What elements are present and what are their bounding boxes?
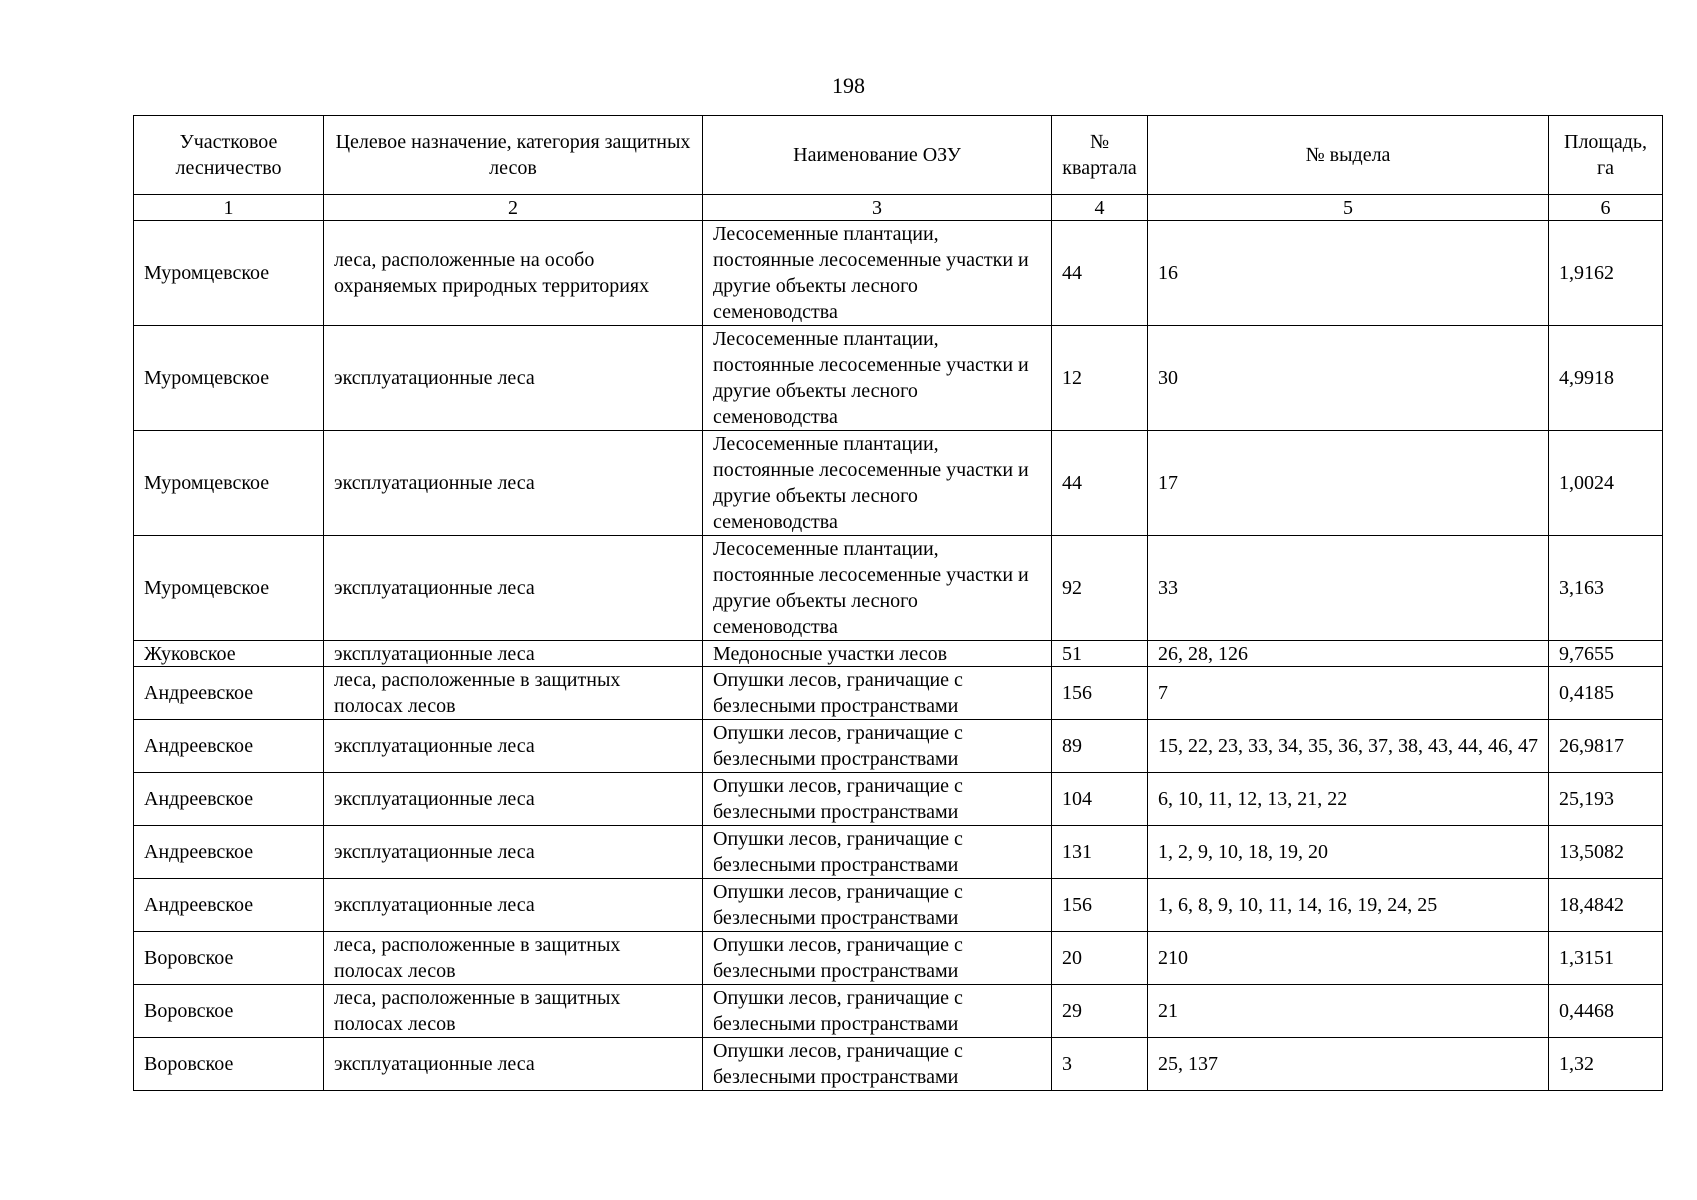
cell-quarter: 89 [1052,720,1148,773]
cell-forestry: Жуковское [134,641,324,667]
cell-quarter: 44 [1052,431,1148,536]
cell-area: 4,9918 [1549,326,1663,431]
cell-ozu-name: Опушки лесов, граничащие с безлесными пространствами [703,985,1052,1038]
cell-quarter: 51 [1052,641,1148,667]
table-row [134,773,1663,826]
cell-purpose: леса, расположенные в защитных полосах лесов [324,667,703,720]
cell-allotment: 33 [1148,536,1549,641]
cell-forestry: Воровское [134,1038,324,1091]
cell-area: 0,4185 [1549,667,1663,720]
cell-area: 3,163 [1549,536,1663,641]
table-body [134,195,1663,1091]
cell-quarter: 156 [1052,667,1148,720]
column-number: 4 [1052,195,1148,221]
cell-allotment: 1, 6, 8, 9, 10, 11, 14, 16, 19, 24, 25 [1148,879,1549,932]
header-quarter: № квартала [1052,116,1148,195]
cell-purpose: эксплуатационные леса [324,773,703,826]
column-number: 3 [703,195,1052,221]
cell-purpose: эксплуатационные леса [324,326,703,431]
cell-quarter: 20 [1052,932,1148,985]
table-row [134,1038,1663,1091]
cell-allotment: 15, 22, 23, 33, 34, 35, 36, 37, 38, 43, 44, 46, 47 [1148,720,1549,773]
cell-ozu-name: Лесосеменные плантации, постоянные лесосеменные участки и другие объекты лесного семеноводства [703,431,1052,536]
table-row [134,720,1663,773]
header-allotment: № выдела [1148,116,1549,195]
cell-allotment: 6, 10, 11, 12, 13, 21, 22 [1148,773,1549,826]
cell-forestry: Муромцевское [134,536,324,641]
cell-area: 18,4842 [1549,879,1663,932]
table-row [134,985,1663,1038]
cell-area: 9,7655 [1549,641,1663,667]
cell-allotment: 7 [1148,667,1549,720]
table-row [134,641,1663,667]
cell-ozu-name: Опушки лесов, граничащие с безлесными пространствами [703,773,1052,826]
table-row [134,326,1663,431]
cell-quarter: 29 [1052,985,1148,1038]
cell-allotment: 21 [1148,985,1549,1038]
cell-quarter: 44 [1052,221,1148,326]
cell-area: 1,32 [1549,1038,1663,1091]
cell-forestry: Муромцевское [134,431,324,536]
table-header [134,116,1663,195]
cell-forestry: Андреевское [134,773,324,826]
cell-forestry: Воровское [134,932,324,985]
ozu-table [133,115,1663,1091]
cell-quarter: 131 [1052,826,1148,879]
cell-purpose: эксплуатационные леса [324,879,703,932]
table-row [134,667,1663,720]
column-number: 6 [1549,195,1663,221]
header-area: Площадь, га [1549,116,1663,195]
cell-ozu-name: Лесосеменные плантации, постоянные лесосеменные участки и другие объекты лесного семеноводства [703,221,1052,326]
cell-ozu-name: Опушки лесов, граничащие с безлесными пространствами [703,720,1052,773]
table-row [134,431,1663,536]
table-row [134,536,1663,641]
cell-purpose: леса, расположенные в защитных полосах лесов [324,932,703,985]
header-ozu-name: Наименование ОЗУ [703,116,1052,195]
column-number-row [134,195,1663,221]
cell-allotment: 26, 28, 126 [1148,641,1549,667]
cell-forestry: Андреевское [134,667,324,720]
page-number: 198 [832,73,865,98]
cell-forestry: Муромцевское [134,221,324,326]
cell-forestry: Андреевское [134,720,324,773]
table-row [134,879,1663,932]
cell-allotment: 30 [1148,326,1549,431]
cell-forestry: Андреевское [134,826,324,879]
cell-ozu-name: Опушки лесов, граничащие с безлесными пространствами [703,826,1052,879]
cell-area: 13,5082 [1549,826,1663,879]
cell-area: 1,0024 [1549,431,1663,536]
cell-ozu-name: Медоносные участки лесов [703,641,1052,667]
table-row [134,826,1663,879]
cell-forestry: Муромцевское [134,326,324,431]
cell-ozu-name: Опушки лесов, граничащие с безлесными пространствами [703,1038,1052,1091]
cell-area: 1,3151 [1549,932,1663,985]
cell-purpose: эксплуатационные леса [324,431,703,536]
cell-purpose: эксплуатационные леса [324,720,703,773]
column-number: 5 [1148,195,1549,221]
cell-area: 26,9817 [1549,720,1663,773]
cell-area: 1,9162 [1549,221,1663,326]
cell-purpose: эксплуатационные леса [324,1038,703,1091]
cell-quarter: 92 [1052,536,1148,641]
cell-quarter: 104 [1052,773,1148,826]
cell-purpose: эксплуатационные леса [324,826,703,879]
cell-ozu-name: Опушки лесов, граничащие с безлесными пространствами [703,879,1052,932]
cell-forestry: Андреевское [134,879,324,932]
cell-allotment: 210 [1148,932,1549,985]
cell-ozu-name: Лесосеменные плантации, постоянные лесосеменные участки и другие объекты лесного семеноводства [703,326,1052,431]
cell-allotment: 25, 137 [1148,1038,1549,1091]
cell-area: 25,193 [1549,773,1663,826]
cell-quarter: 3 [1052,1038,1148,1091]
cell-purpose: эксплуатационные леса [324,641,703,667]
cell-ozu-name: Опушки лесов, граничащие с безлесными пространствами [703,667,1052,720]
table-row [134,221,1663,326]
header-forestry: Участковое лесничество [134,116,324,195]
cell-purpose: леса, расположенные в защитных полосах лесов [324,985,703,1038]
column-number: 1 [134,195,324,221]
header-row [134,116,1663,195]
table-row [134,932,1663,985]
column-number: 2 [324,195,703,221]
cell-quarter: 12 [1052,326,1148,431]
cell-quarter: 156 [1052,879,1148,932]
cell-allotment: 17 [1148,431,1549,536]
cell-purpose: эксплуатационные леса [324,536,703,641]
cell-allotment: 1, 2, 9, 10, 18, 19, 20 [1148,826,1549,879]
cell-area: 0,4468 [1549,985,1663,1038]
cell-ozu-name: Лесосеменные плантации, постоянные лесосеменные участки и другие объекты лесного семеноводства [703,536,1052,641]
header-purpose: Целевое назначение, категория защитных лесов [324,116,703,195]
cell-ozu-name: Опушки лесов, граничащие с безлесными пространствами [703,932,1052,985]
cell-forestry: Воровское [134,985,324,1038]
cell-purpose: леса, расположенные на особо охраняемых природных территориях [324,221,703,326]
cell-allotment: 16 [1148,221,1549,326]
